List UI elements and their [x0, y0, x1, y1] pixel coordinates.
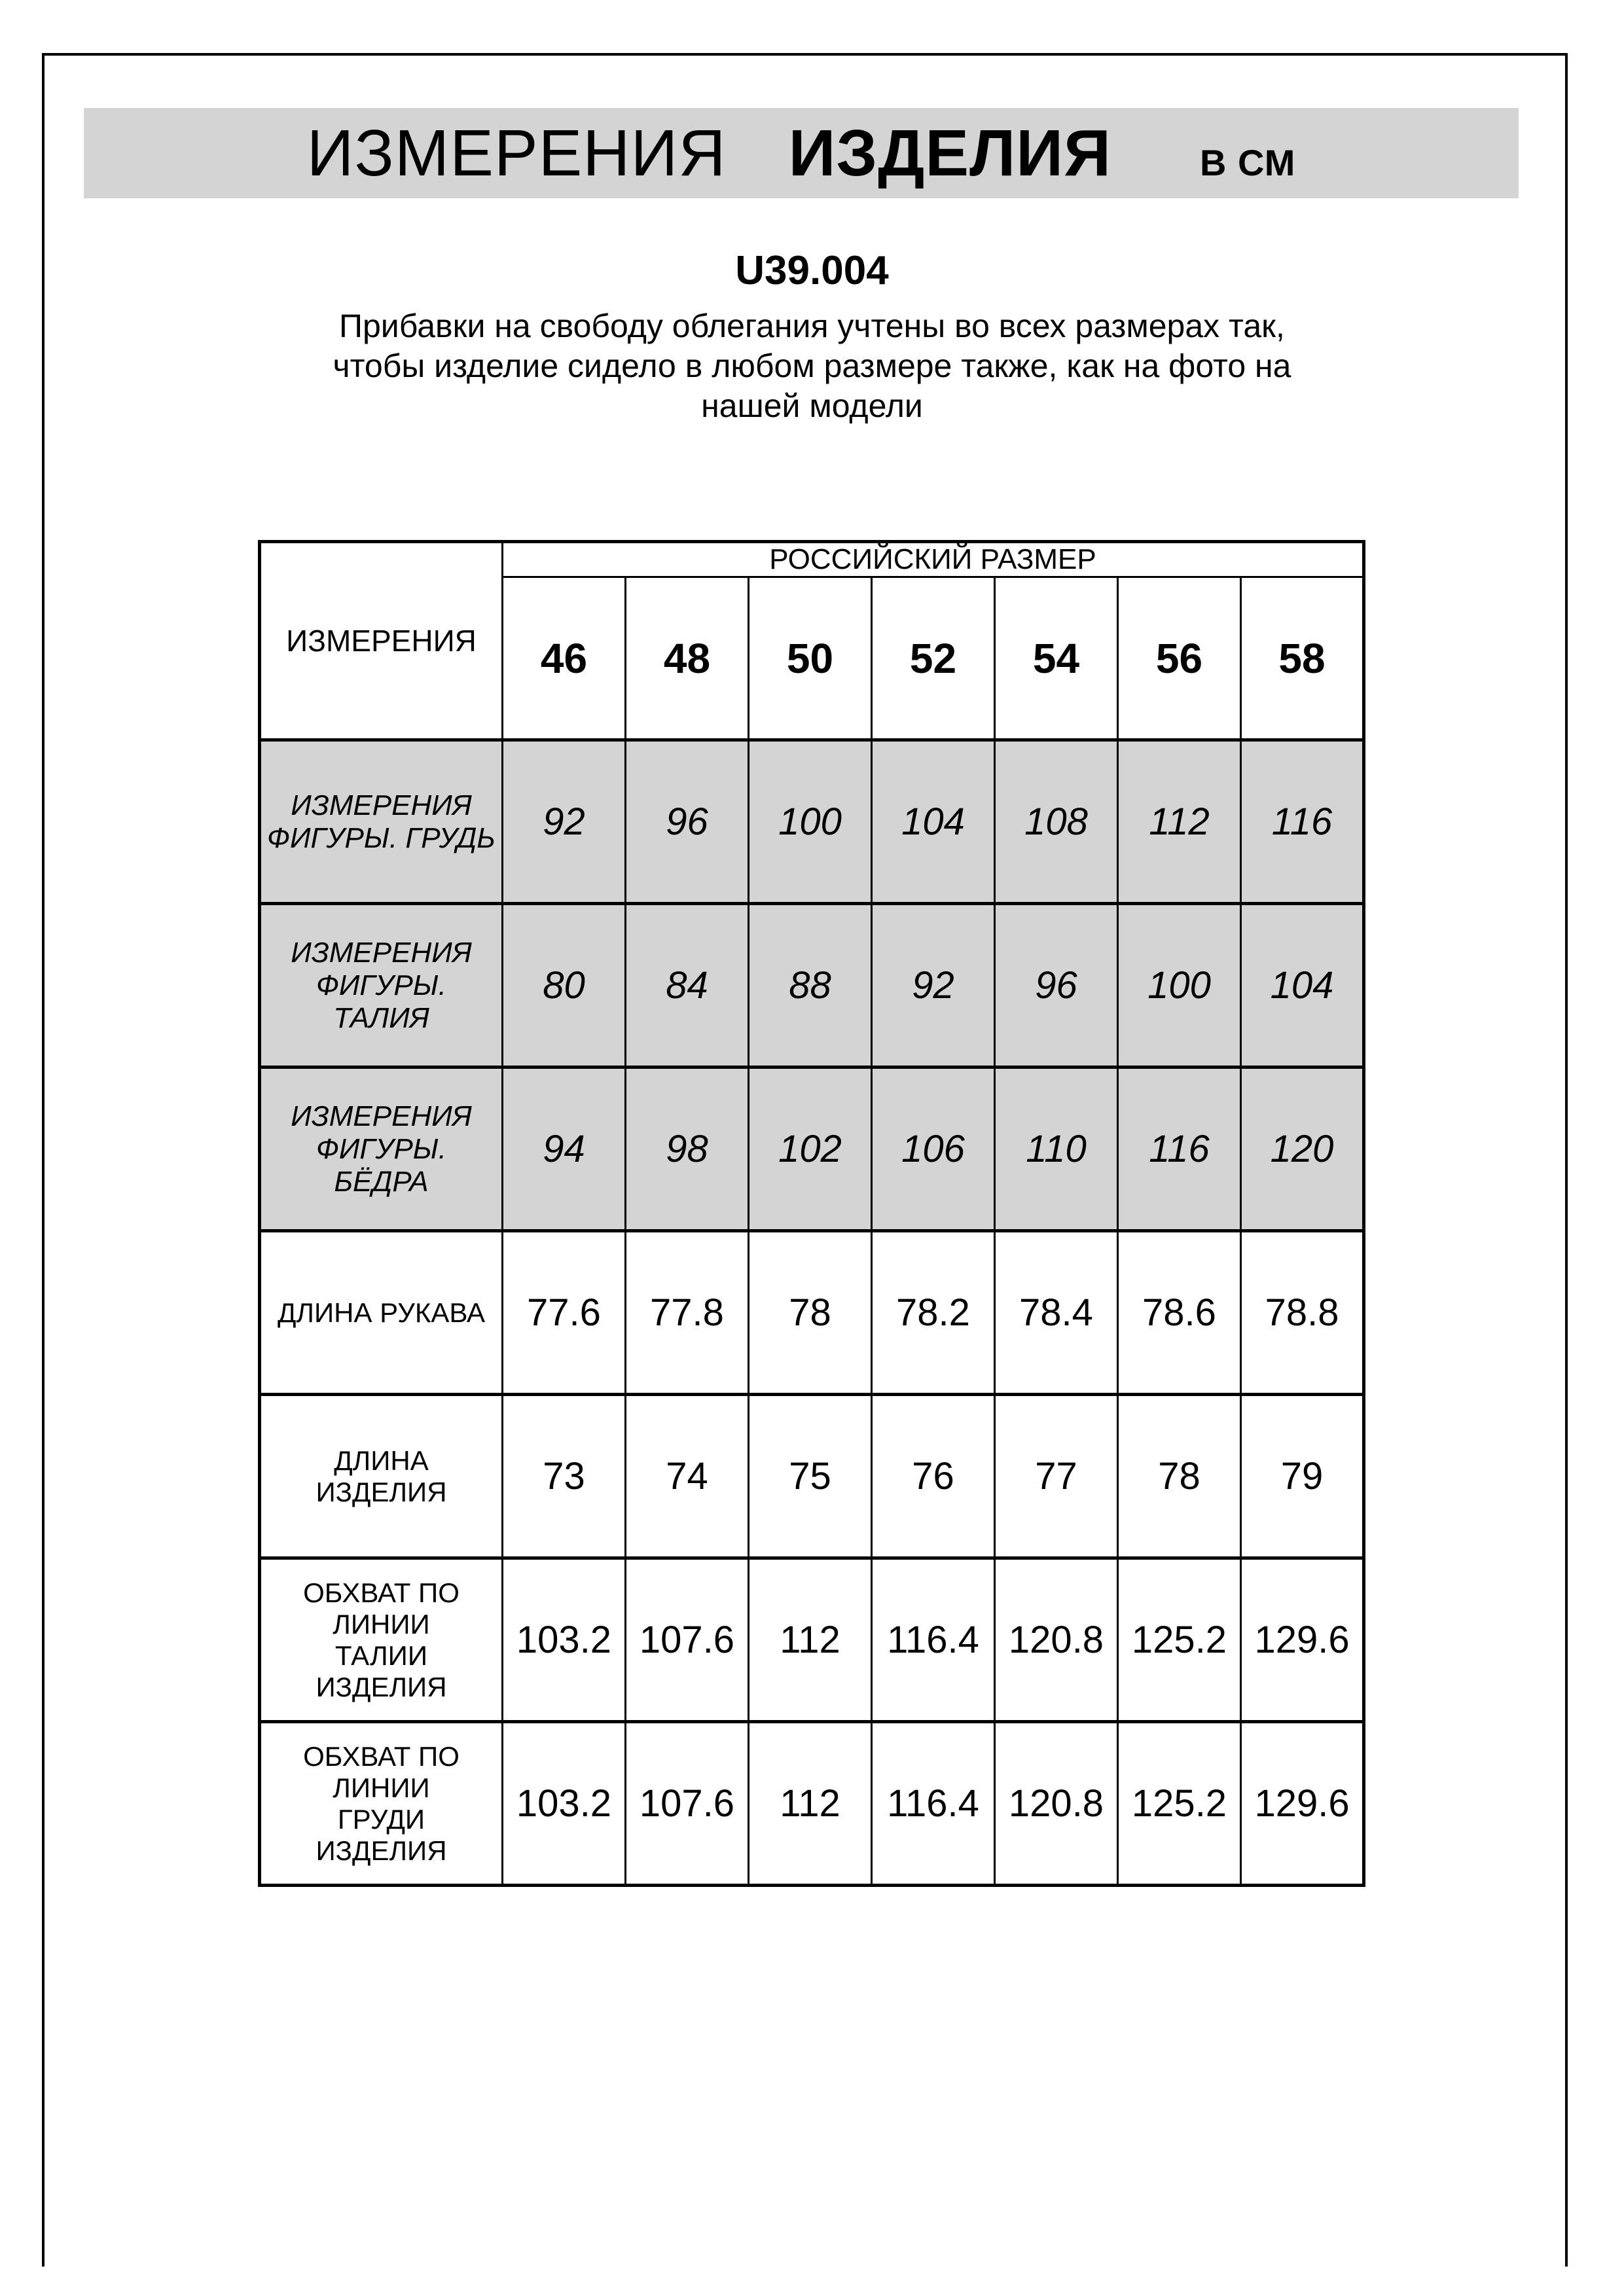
table-row [260, 904, 1364, 1067]
cell-value: 112 [749, 1558, 872, 1722]
cell-value: 78.4 [995, 1231, 1118, 1395]
cell-value: 102 [749, 1067, 872, 1231]
cell-value: 120.8 [995, 1722, 1118, 1886]
cell-value: 98 [626, 1067, 749, 1231]
row-label: ИЗМЕРЕНИЯ ФИГУРЫ. ТАЛИЯ [260, 904, 503, 1067]
cell-value: 73 [503, 1395, 626, 1558]
table-row [260, 1558, 1364, 1722]
size-header: 56 [1118, 577, 1241, 740]
cell-value: 125.2 [1118, 1558, 1241, 1722]
cell-value: 88 [749, 904, 872, 1067]
size-header: 46 [503, 577, 626, 740]
title-main: ИЗМЕРЕНИЯ [306, 117, 727, 190]
cell-value: 112 [749, 1722, 872, 1886]
cell-value: 116.4 [872, 1558, 995, 1722]
cell-value: 112 [1118, 740, 1241, 904]
fit-note-line-3: нашей модели [701, 387, 923, 424]
cell-value: 120 [1241, 1067, 1364, 1231]
cell-value: 78 [1118, 1395, 1241, 1558]
fit-note-line-2: чтобы изделие сидело в любом размере также, как на фото на [333, 348, 1291, 384]
cell-value: 100 [1118, 904, 1241, 1067]
size-header: 48 [626, 577, 749, 740]
size-table [258, 540, 1365, 1887]
table-row [260, 1722, 1364, 1886]
row-label: ДЛИНА ИЗДЕЛИЯ [260, 1395, 503, 1558]
cell-value: 104 [872, 740, 995, 904]
cell-value: 107.6 [626, 1722, 749, 1886]
cell-value: 75 [749, 1395, 872, 1558]
table-row [260, 740, 1364, 904]
fit-note-line-1: Прибавки на свободу облегания учтены во всех размерах так, [339, 308, 1285, 344]
article-code: U39.004 [735, 248, 889, 293]
cell-value: 77 [995, 1395, 1118, 1558]
cell-value: 103.2 [503, 1722, 626, 1886]
cell-value: 107.6 [626, 1558, 749, 1722]
cell-value: 116 [1241, 740, 1364, 904]
cell-value: 78 [749, 1231, 872, 1395]
table-row [260, 1395, 1364, 1558]
cell-value: 78.2 [872, 1231, 995, 1395]
cell-value: 92 [872, 904, 995, 1067]
table-corner-label: ИЗМЕРЕНИЯ [260, 542, 503, 740]
row-label: ИЗМЕРЕНИЯ ФИГУРЫ. ГРУДЬ [260, 740, 503, 904]
cell-value: 92 [503, 740, 626, 904]
cell-value: 110 [995, 1067, 1118, 1231]
cell-value: 116.4 [872, 1722, 995, 1886]
cell-value: 78.8 [1241, 1231, 1364, 1395]
row-label: ДЛИНА РУКАВА [260, 1231, 503, 1395]
table-row [260, 1067, 1364, 1231]
cell-value: 108 [995, 740, 1118, 904]
cell-value: 77.8 [626, 1231, 749, 1395]
cell-value: 74 [626, 1395, 749, 1558]
cell-value: 125.2 [1118, 1722, 1241, 1886]
table-row [260, 1231, 1364, 1395]
cell-value: 103.2 [503, 1558, 626, 1722]
cell-value: 84 [626, 904, 749, 1067]
cell-value: 129.6 [1241, 1558, 1364, 1722]
title-secondary: ИЗДЕЛИЯ [788, 117, 1111, 190]
title-bar [84, 108, 1519, 198]
size-header: 52 [872, 577, 995, 740]
cell-value: 104 [1241, 904, 1364, 1067]
cell-value: 96 [626, 740, 749, 904]
cell-value: 100 [749, 740, 872, 904]
cell-value: 77.6 [503, 1231, 626, 1395]
cell-value: 76 [872, 1395, 995, 1558]
cell-value: 106 [872, 1067, 995, 1231]
size-header: 54 [995, 577, 1118, 740]
cell-value: 80 [503, 904, 626, 1067]
cell-value: 129.6 [1241, 1722, 1364, 1886]
cell-value: 116 [1118, 1067, 1241, 1231]
cell-value: 120.8 [995, 1558, 1118, 1722]
cell-value: 79 [1241, 1395, 1364, 1558]
table-group-header: РОССИЙСКИЙ РАЗМЕР [503, 542, 1364, 577]
row-label: ИЗМЕРЕНИЯ ФИГУРЫ. БЁДРА [260, 1067, 503, 1231]
fit-note [0, 306, 1624, 426]
title-unit: В СМ [1200, 142, 1296, 183]
cell-value: 96 [995, 904, 1118, 1067]
cell-value: 94 [503, 1067, 626, 1231]
size-header: 58 [1241, 577, 1364, 740]
cell-value: 78.6 [1118, 1231, 1241, 1395]
row-label: ОБХВАТ ПО ЛИНИИ ТАЛИИ ИЗДЕЛИЯ [260, 1558, 503, 1722]
row-label: ОБХВАТ ПО ЛИНИИ ГРУДИ ИЗДЕЛИЯ [260, 1722, 503, 1886]
size-header: 50 [749, 577, 872, 740]
